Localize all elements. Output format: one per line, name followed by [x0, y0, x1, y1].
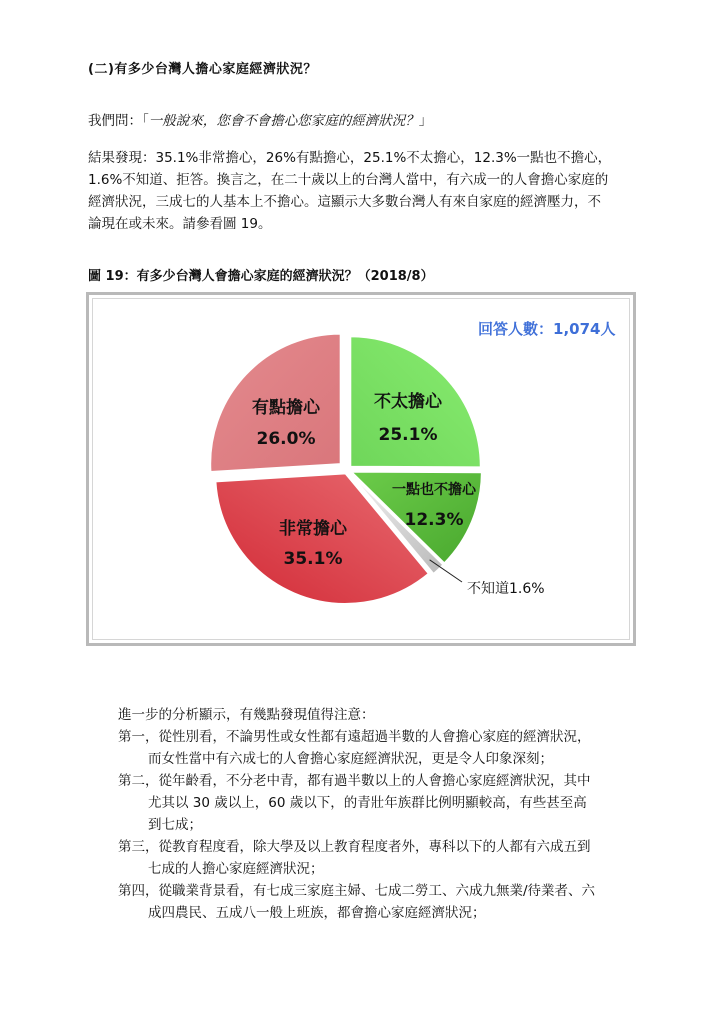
result-line-2: 1.6%不知道、拒答。換言之，在二十歲以上的台灣人當中，有六成一的人會擔心家庭的: [88, 172, 609, 188]
pie-value-1: 12.3%: [404, 510, 464, 530]
analysis-line-3: 第二，從年齡看，不分老中青，都有過半數以上的人會擔心家庭經濟狀況，其中: [118, 773, 591, 789]
question-text: 一般說來，您會不會擔心您家庭的經濟狀況？: [148, 113, 419, 129]
analysis-line-6: 第三，從教育程度看，除大學及以上教育程度者外，專科以下的人都有六成五到: [118, 839, 591, 855]
analysis-line-1: 第一，從性別看，不論男性或女性都有遠超過半數的人會擔心家庭的經濟狀況，: [118, 729, 591, 745]
result-line-3: 經濟狀況，三成七的人基本上不擔心。這顯示大多數台灣人有來自家庭的經濟壓力，不: [88, 194, 601, 210]
respondents-label: 回答人數：1,074人: [478, 320, 616, 338]
pie-value-4: 26.0%: [256, 429, 316, 449]
question-prefix: 我們問：「: [88, 113, 149, 129]
result-line-4: 論現在或未來。請參看圖 19。: [88, 216, 272, 232]
pie-label-4: 有點擔心: [252, 398, 320, 418]
analysis-line-2: 而女性當中有六成七的人會擔心家庭經濟狀況，更是令人印象深刻；: [148, 751, 553, 767]
section-title: (二)有多少台灣人擔心家庭經濟狀況？: [88, 62, 317, 77]
analysis-intro: 進一步的分析顯示，有幾點發現值得注意：: [118, 707, 375, 723]
result-line-1: 結果發現：35.1%非常擔心，26%有點擔心，25.1%不太擔心，12.3%一點也不擔心，: [88, 150, 612, 166]
analysis-line-7: 七成的人擔心家庭經濟狀況；: [148, 861, 324, 877]
analysis-line-5: 到七成；: [148, 817, 202, 833]
analysis-line-8: 第四，從職業背景看，有七成三家庭主婦、七成二勞工、六成九無業/待業者、六: [118, 883, 596, 899]
pie-label-1: 一點也不擔心: [392, 482, 476, 498]
pie-label-3: 非常擔心: [279, 519, 347, 539]
analysis-line-9: 成四農民、五成八一般上班族，都會擔心家庭經濟狀況；: [148, 905, 486, 921]
question-suffix: 」: [418, 113, 433, 129]
pie-label-0: 不太擔心: [374, 392, 442, 412]
pie-value-0: 25.1%: [378, 425, 438, 445]
analysis-line-4: 尤其以 30 歲以上，60 歲以下，的青壯年族群比例明顯較高，有些甚至高: [148, 795, 587, 811]
pie-value-3: 35.1%: [283, 549, 343, 569]
pie-value-2: 不知道1.6%: [467, 581, 545, 597]
figure-caption: 圖 19：有多少台灣人會擔心家庭的經濟狀況？（2018/8）: [88, 269, 434, 284]
